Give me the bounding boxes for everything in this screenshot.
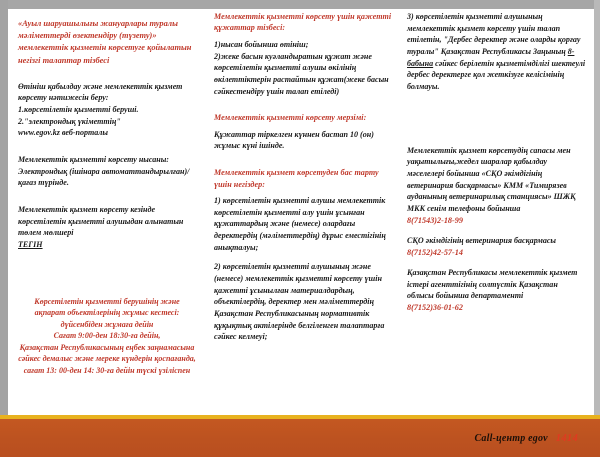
- right-gray-band: [594, 0, 600, 457]
- refusal-ground-item-3-post: сәйкес берілетін қызметімділігі шектеулі дербес деректерге қол жеткізуге келісімінің болмауы.: [407, 58, 586, 91]
- spacer: [18, 196, 196, 204]
- work-schedule-note: Қазақстан Республикасының еңбек заңнамасына сәйкес демалыс және мереке күндерін қоспағанда, сағат 13: 00-ден 14: 30-ға дейін түскі үзіліспен: [18, 342, 196, 375]
- spacer: [214, 253, 393, 261]
- application-acceptance-block: [18, 81, 196, 139]
- egov-portal-url: www.egov.kz веб-порталы: [18, 128, 108, 138]
- service-form-text: Мемлекеттік қызметті көрсету нысаны: Электрондық (ішінара автоматтандырылған)/ қағаз түрінде.: [18, 155, 190, 188]
- required-documents-heading: Мемлекеттік қызметті көрсету үшін қажетті құжаттар тізбесі:: [214, 12, 392, 33]
- spacer: [18, 258, 196, 288]
- work-schedule-block: [18, 296, 196, 377]
- contact-block-civil-service-agency: [407, 267, 586, 313]
- top-gray-band: [0, 0, 600, 9]
- work-schedule-days: дүйсенбіден жұмаға дейін: [60, 319, 154, 329]
- service-fee-value: ТЕГІН: [18, 239, 43, 249]
- contact-veterinary-station-text: Мемлекеттік қызмет көрсетудің сапасы мен уақытылығы,жедел шаралар қабылдау мәселелері бойынша «СҚО әкімдігінің ветеринария басқармасы» КММ «Тимирязев ауданының ветеринарилық станциясы» ШЖҚ МКК сенім телефоны бойынша: [407, 145, 576, 213]
- contact-civil-service-agency-phone[interactable]: 8(7152)36-01-62: [407, 303, 463, 313]
- service-term-heading: Мемлекеттік қызметті көрсету мерзімі:: [214, 113, 367, 123]
- contact-civil-service-agency-text: Қазақстан Республикасы мемлекеттік қызмет істері агенттігінің солтүстік Қазақстан облысы бойынша департаменті: [407, 268, 578, 301]
- spacer: [214, 97, 393, 112]
- contact-block-regional-department: [407, 235, 586, 258]
- call-center-number[interactable]: 1414: [555, 432, 578, 444]
- column-three: [401, 9, 594, 414]
- column-two: [204, 9, 401, 414]
- required-document-item-1: 1)нысан бойынша өтініш;: [214, 39, 309, 49]
- provider-item-2: 2."электрондық үкіметтің": [18, 116, 121, 126]
- left-gray-band: [0, 0, 8, 457]
- contact-veterinary-station-phone[interactable]: 8(71543)2-18-99: [407, 215, 463, 225]
- refusal-ground-item-2: 2) көрсетілетін қызметті алушының және (немесе) мемлекеттік қызметті көрсету үшін қажетті ұсынылған материалдардың, объектілердің, деректер мен мәліметтердің Қазақстан Республикасының нормативтік құқықтық актілерінде белгіленген талаптарға сәйкес келмеуі;: [214, 262, 385, 342]
- poster-title: «Ауыл шаруашылығы жануарлары туралы мәліметтерді өзектендіру (түзету)» мемлекеттік қызметін көрсетуге қойылатын негізгі талаптар тізбесі: [18, 19, 192, 65]
- service-form-block: [18, 154, 196, 189]
- call-center-label: Call-центр egov: [474, 432, 548, 444]
- service-term-value: Құжаттар тіркелген күннен бастап 10 (он) жұмыс күні ішінде.: [214, 129, 374, 151]
- required-document-item-2: 2)жеке басын куәландыратын құжат және көрсетілетін қызметті алушы өкілінің өкілеттіктерін растайтын құжат(жеке басын сәйкестендіру үшін талап етіледі): [214, 51, 389, 96]
- work-schedule-heading: Көрсетілетін қызметті берушінің және ақпарат объектілерінің жұмыс кестесі:: [34, 296, 180, 318]
- application-result-line: көрсету нәтижесін беру:: [18, 93, 109, 103]
- refusal-ground-item-1: 1) көрсетілетін қызметті алушы мемлекеттік көрсетілетін қызметті алу үшін ұсынған құжаттардың және (немесе) олардағы деректердің (мәліметтердің) дұрыс еместігінің анықталуы;: [214, 196, 386, 252]
- spacer: [407, 93, 586, 145]
- footer-content: [0, 419, 600, 457]
- columns-container: [8, 9, 594, 414]
- refusal-grounds-heading: Мемлекеттік қызмет көрсетуден бас тарту үшін негіздер:: [214, 168, 379, 189]
- contact-block-veterinary-station: [407, 145, 586, 226]
- application-acceptance-heading: Өтініш қабылдау және мемлекеттік қызмет: [18, 81, 183, 91]
- column-one: [8, 9, 204, 414]
- spacer: [18, 146, 196, 154]
- law-article-link[interactable]: 8-бабына: [407, 46, 575, 68]
- provider-item-1: 1.көрсетілетін қызметті беруші.: [18, 105, 139, 115]
- refusal-ground-item-3-pre: 3) көрсетілетін қызметті алушының мемлекеттік қызмет көрсету үшін талап етілетін, "Дербес деректер және оларды қорғау туралы" Қазақстан Республикасы Заңының: [407, 12, 581, 56]
- service-fee-text: Мемлекеттік қызмет көрсету кезінде көрсетілетін қызметті алушыдан алынатын төлем мөлшері: [18, 205, 184, 238]
- refusal-ground-item-3: [407, 11, 586, 93]
- work-schedule-hours: Сағат 9:00-ден 18:30-ға дейін,: [53, 331, 161, 341]
- contact-regional-department-text: СҚО әкімдігінің ветеринария басқармасы: [407, 236, 557, 246]
- spacer: [214, 152, 393, 167]
- service-fee-block: [18, 204, 196, 251]
- contact-regional-department-phone[interactable]: 8(7152)42-57-14: [407, 247, 463, 257]
